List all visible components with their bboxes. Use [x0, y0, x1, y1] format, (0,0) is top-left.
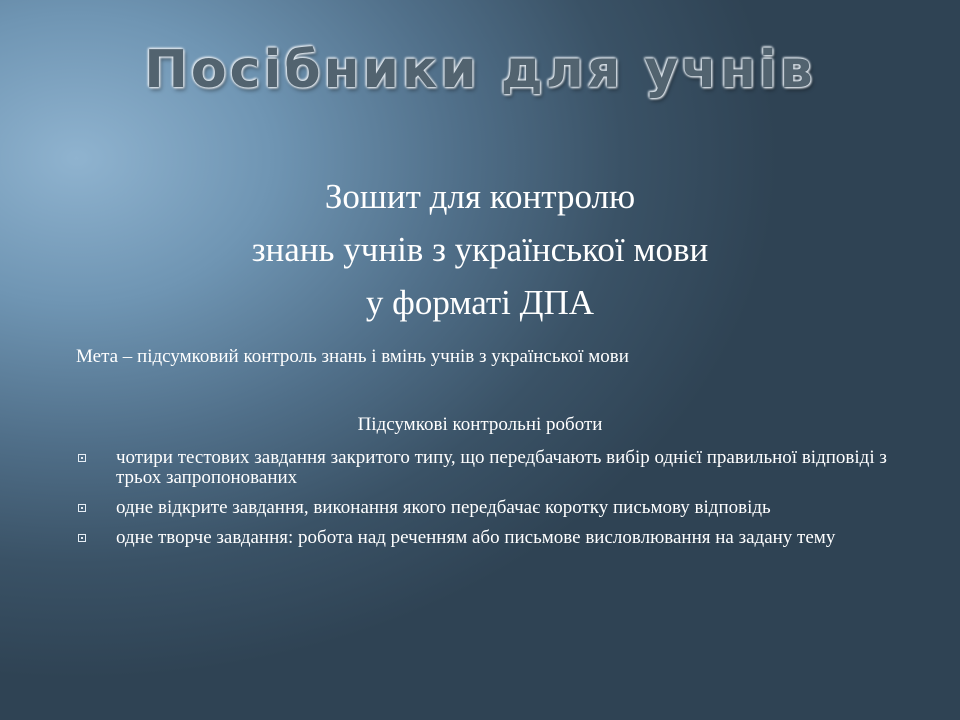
- bullet-list: [76, 448, 896, 558]
- list-item: [76, 528, 896, 548]
- subtitle-line-2: знань учнів з української мови: [251, 230, 709, 269]
- list-item-text: одне відкрите завдання, виконання якого передбачає коротку письмову відповідь: [116, 497, 771, 518]
- square-bullet-icon: [78, 534, 86, 542]
- subtitle: [0, 170, 960, 329]
- list-item-text: чотири тестових завдання закритого типу, що передбачають вибір однієї правильної відповіді з трьох запропонованих: [116, 447, 887, 488]
- square-bullet-icon: [78, 454, 86, 462]
- goal-text: Мета – підсумковий контроль знань і вмінь учнів з української мови: [76, 346, 629, 367]
- list-item: [76, 448, 896, 488]
- subtitle-line-1: Зошит для контролю: [324, 177, 636, 216]
- list-item-text: одне творче завдання: робота над реченням або письмове висловлювання на задану тему: [116, 527, 836, 548]
- list-item: [76, 498, 896, 518]
- square-bullet-icon: [78, 504, 86, 512]
- section-heading: Підсумкові контрольні роботи: [357, 414, 603, 435]
- slide-title: Посібники для учнів: [144, 40, 816, 100]
- subtitle-line-3: у форматі ДПА: [365, 283, 595, 322]
